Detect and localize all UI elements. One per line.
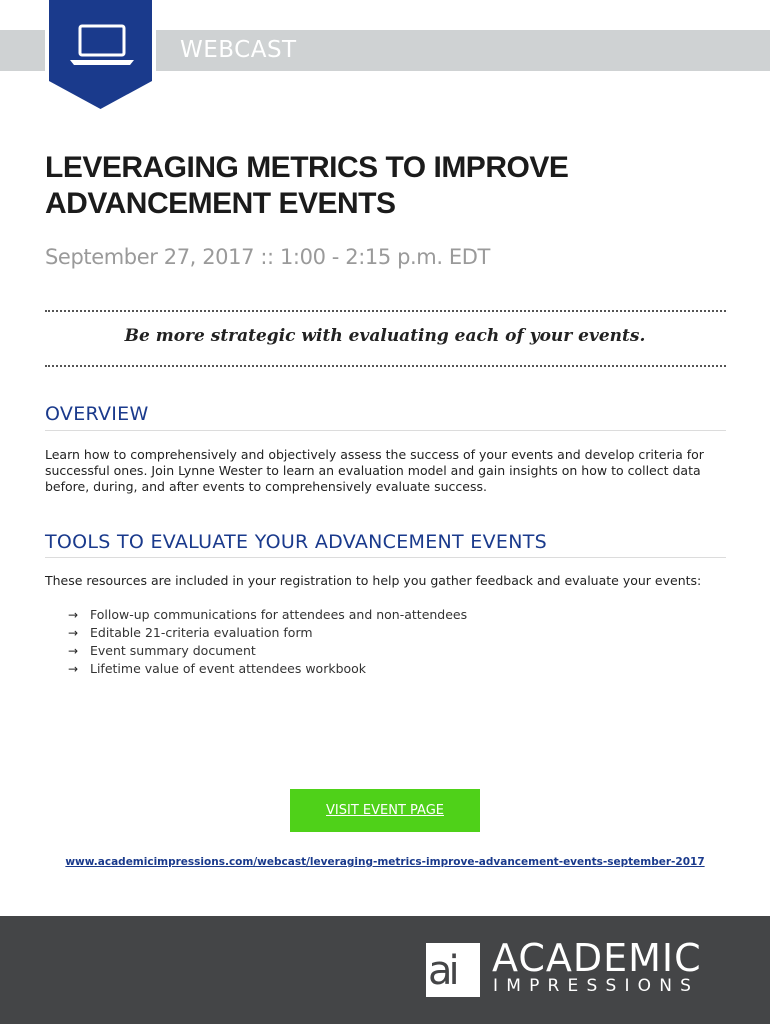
list-item-label: Follow-up communications for attendees and non-attendees: [90, 607, 468, 622]
arrow-icon: →: [68, 608, 79, 622]
event-title-line2: ADVANCEMENT EVENTS: [45, 187, 396, 220]
event-url-link[interactable]: www.academicimpressions.com/webcast/leveraging-metrics-improve-advancement-events-september-2017: [65, 856, 705, 868]
laptop-icon: [43, 0, 158, 116]
event-title: [45, 150, 665, 222]
visit-event-page-button[interactable]: VISIT EVENT PAGE: [290, 789, 480, 832]
divider-bottom: [45, 365, 726, 367]
list-item: [68, 642, 467, 660]
list-item: [68, 660, 467, 678]
banner-label: WEBCAST: [180, 37, 297, 63]
event-tagline: Be more strategic with evaluating each of your events.: [124, 326, 646, 346]
list-item: [68, 624, 467, 642]
logo-text-impressions: IMPRESSIONS: [493, 976, 700, 996]
arrow-icon: →: [68, 662, 79, 676]
tools-rule: [45, 557, 726, 558]
overview-rule: [45, 430, 726, 431]
logo-mark: [426, 943, 480, 997]
overview-heading: OVERVIEW: [45, 403, 149, 425]
event-title-line1: LEVERAGING METRICS TO IMPROVE: [45, 151, 569, 184]
logo-mark-text: ai: [428, 948, 456, 994]
list-item-label: Lifetime value of event attendees workbook: [90, 661, 367, 676]
list-item: [68, 606, 467, 624]
arrow-icon: →: [68, 644, 79, 658]
arrow-icon: →: [68, 626, 79, 640]
logo-text-academic: ACADEMIC: [492, 936, 702, 980]
list-item-label: Editable 21-criteria evaluation form: [90, 625, 313, 640]
divider-top: [45, 310, 726, 312]
event-date: September 27, 2017 :: 1:00 - 2:15 p.m. EDT: [45, 245, 490, 269]
list-item-label: Event summary document: [90, 643, 256, 658]
overview-body: Learn how to comprehensively and objectively assess the success of your events and develop criteria for successful ones. Join Lynne Wester to learn an evaluation model and gain insights on how to collect data before, during, and after events to comprehensively evaluate success.: [45, 447, 704, 494]
tools-heading: TOOLS TO EVALUATE YOUR ADVANCEMENT EVENTS: [45, 531, 547, 553]
tools-list: [68, 606, 467, 678]
tools-intro: These resources are included in your registration to help you gather feedback and evaluate your events:: [45, 573, 702, 588]
